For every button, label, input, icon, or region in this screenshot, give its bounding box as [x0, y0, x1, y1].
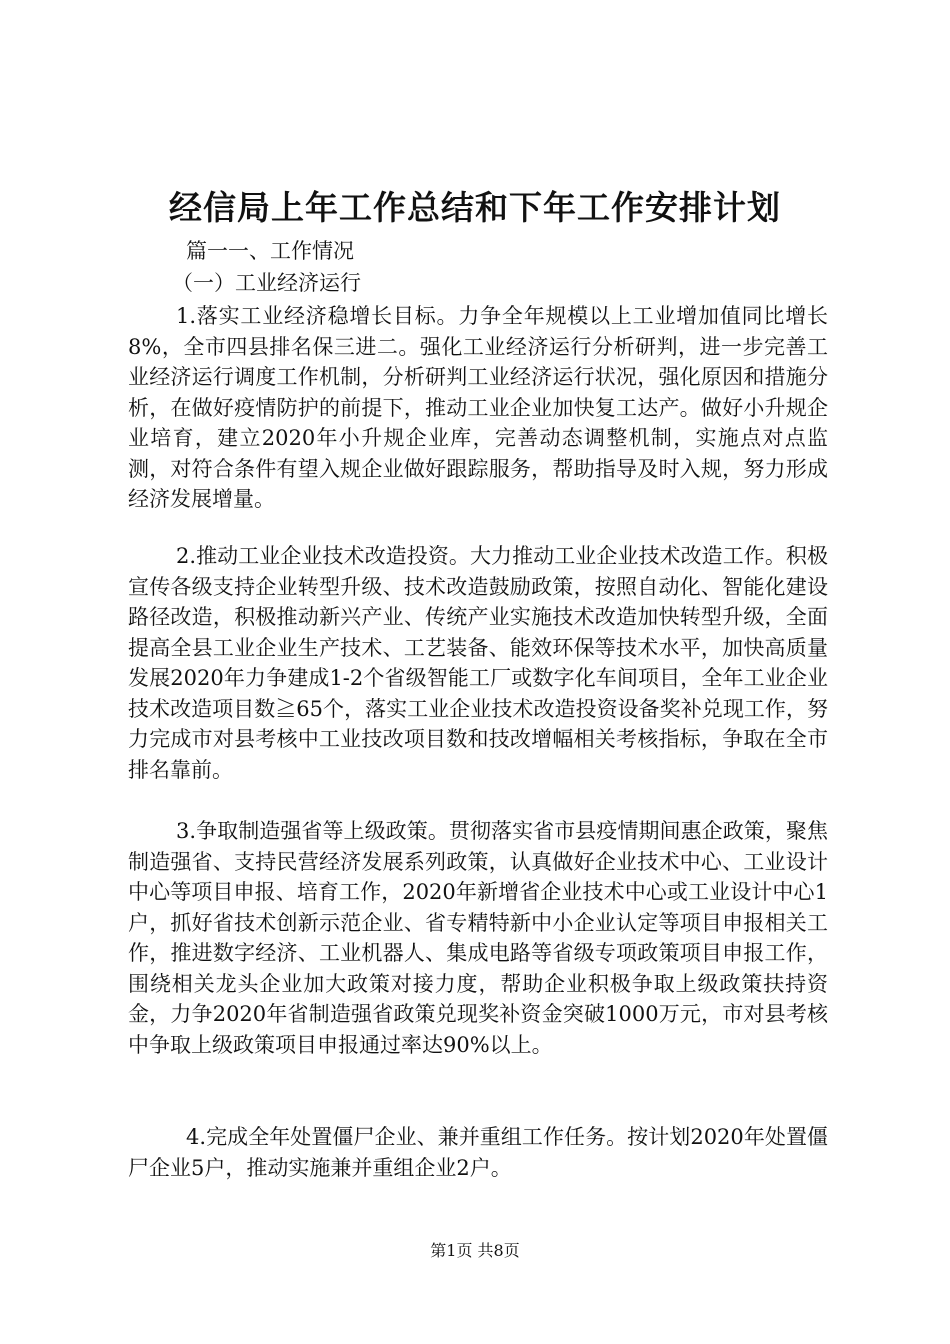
paragraph-1: 1.落实工业经济稳增长目标。力争全年规模以上工业增加值同比增长8%，全市四县排名保三进二。强化工业经济运行分析研判，进一步完善工业经济运行调度工作机制，分析研判工业经济运行状况，强化原因和措施分析，在做好疫情防护的前提下，推动工业企业加快复工达产。做好小升规企业培育，建立2020年小升规企业库，完善动态调整机制，实施点对点监测，对符合条件有望入规企业做好跟踪服务，帮助指导及时入规，努力形成经济发展增量。	[128, 304, 828, 511]
paragraph-4: 4.完成全年处置僵尸企业、兼并重组工作任务。按计划2020年处置僵尸企业5户，推动实施兼并重组企业2户。	[128, 1125, 828, 1180]
paragraph-3: 3.争取制造强省等上级政策。贯彻落实省市县疫情期间惠企政策，聚焦制造强省、支持民营经济发展系列政策，认真做好企业技术中心、工业设计中心等项目申报、培育工作，2020年新增省企业技术中心或工业设计中心1户，抓好省技术创新示范企业、省专精特新中小企业认定等项目申报相关工作，推进数字经济、工业机器人、集成电路等省级专项政策项目申报工作，围绕相关龙头企业加大政策对接力度，帮助企业积极争取上级政策扶持资金，力争2020年省制造强省政策兑现奖补资金突破1000万元，市对县考核中争取上级政策项目申报通过率达90%以上。	[128, 819, 828, 1057]
subsection-heading: （一）工业经济运行	[172, 271, 361, 295]
page-indicator: 第1页 共8页	[430, 1241, 520, 1260]
section-heading: 篇一一、工作情况	[186, 239, 354, 263]
paragraph-2: 2.推动工业企业技术改造投资。大力推动工业企业技术改造工作。积极宣传各级支持企业转型升级、技术改造鼓励政策，按照自动化、智能化建设路径改造，积极推动新兴产业、传统产业实施技术改造加快转型升级，全面提高全县工业企业生产技术、工艺装备、能效环保等技术水平，加快高质量发展2020年力争建成1-2个省级智能工厂或数字化车间项目，全年工业企业技术改造项目数≧65个，落实工业企业技术改造投资设备奖补兑现工作，努力完成市对县考核中工业技改项目数和技改增幅相关考核指标，争取在全市排名靠前。	[128, 544, 828, 782]
document-title: 经信局上年工作总结和下年工作安排计划	[169, 188, 781, 227]
